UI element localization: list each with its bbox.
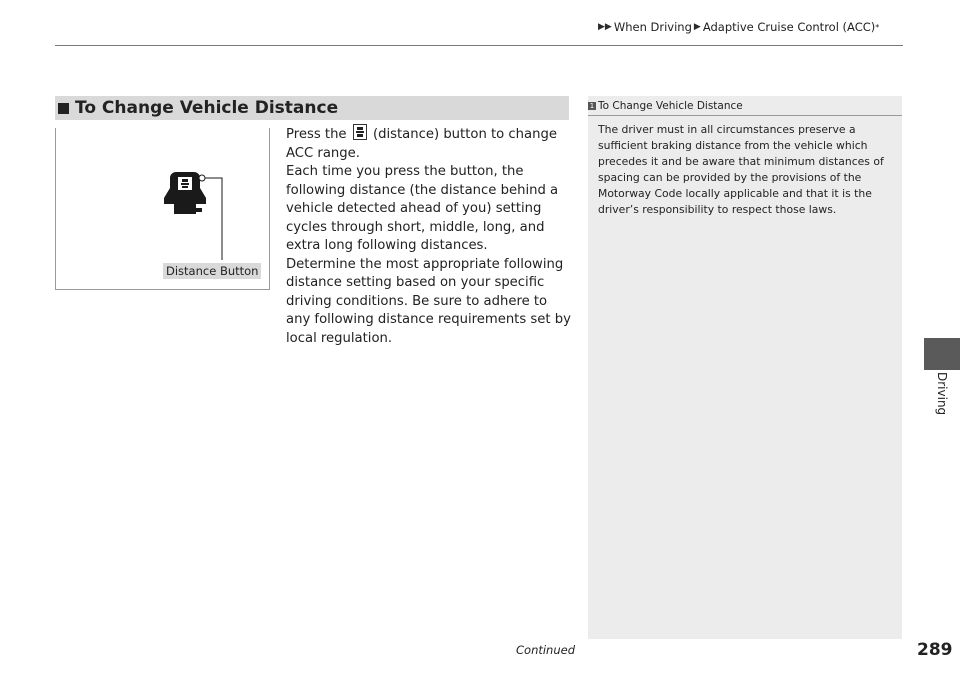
determine-paragraph: Determine the most appropriate following distance setting based on your specific driving conditions. Be sure to adhere to any following distance requirements set by local regulation.: [286, 256, 571, 346]
each-time-paragraph: Each time you press the button, the following distance (the distance behind a vehicle detected ahead of you) setting cycles through short, middle, long, and extra long following distances.: [286, 164, 559, 253]
note-title: To Change Vehicle Distance: [598, 100, 743, 112]
section-heading: [55, 96, 569, 120]
note-header: [588, 96, 902, 116]
note-panel: [588, 96, 902, 639]
breadcrumb-item-when-driving: When Driving: [613, 20, 692, 34]
breadcrumb: [598, 20, 879, 34]
note-body: The driver must in all circumstances preserve a sufficient braking distance from the vehicle which precedes it and be aware that minimum distances of spacing can be provided by the provisions of the Motorway Code locally applicable and that it is the driver’s responsibility to respect those laws.: [598, 123, 884, 216]
press-text-after: (distance) button to change ACC range.: [286, 127, 557, 161]
header-divider: [55, 45, 903, 46]
section-title: To Change Vehicle Distance: [75, 98, 339, 118]
continued-label: Continued: [516, 643, 576, 657]
press-paragraph: [286, 124, 571, 163]
figure-label: Distance Button: [163, 263, 261, 279]
breadcrumb-item-acc: Adaptive Cruise Control (ACC): [702, 20, 876, 34]
arrow-right-icon: ▶▶: [598, 22, 612, 32]
square-bullet-icon: [58, 103, 69, 114]
distance-button-figure: [55, 128, 270, 290]
chapter-label: Driving: [935, 372, 949, 416]
page-number: 289: [917, 640, 953, 660]
body-text: [286, 124, 571, 348]
arrow-right-icon: ▶: [693, 22, 701, 32]
breadcrumb-asterisk: *: [875, 22, 880, 32]
chapter-tab: [924, 338, 960, 370]
note-marker-icon: 1: [589, 102, 595, 110]
distance-inline-icon: [353, 124, 367, 140]
press-text-before: Press the: [286, 127, 347, 142]
